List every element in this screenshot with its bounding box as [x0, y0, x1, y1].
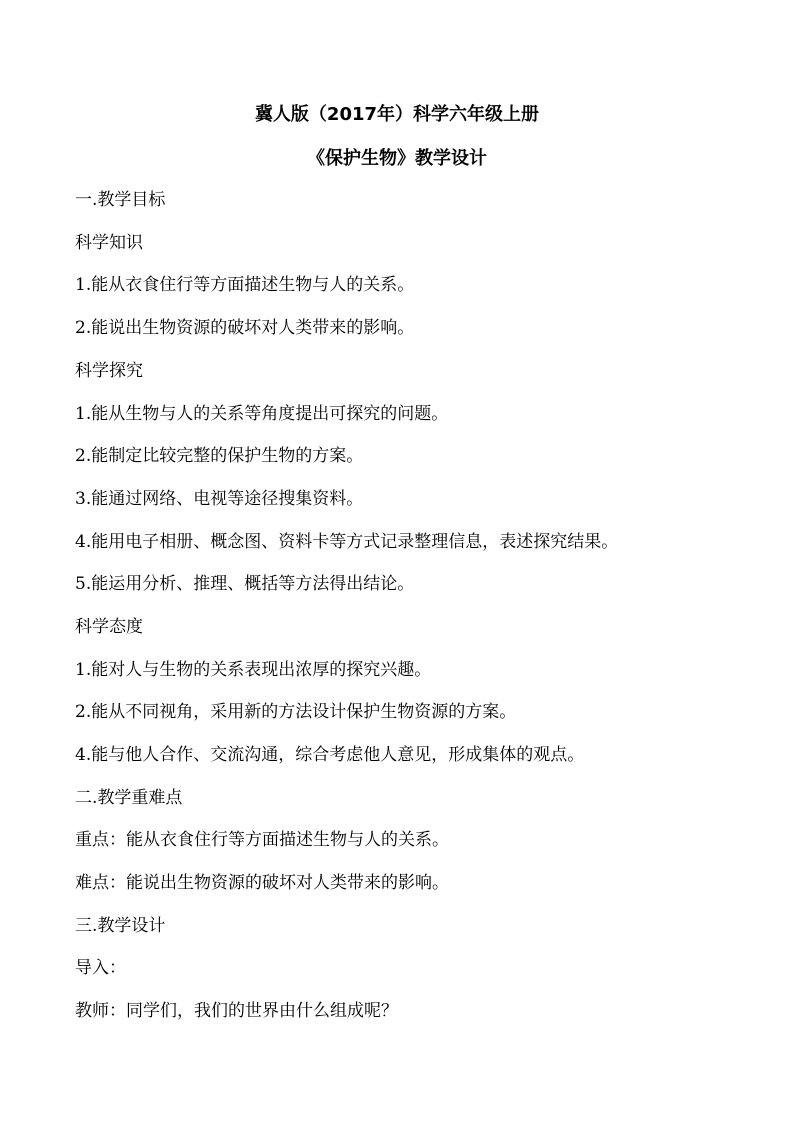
list-item: 2.能说出生物资源的破坏对人类带来的影响。	[75, 318, 415, 338]
list-item: 2.能制定比较完整的保护生物的方案。	[75, 446, 364, 466]
list-item: 1.能对人与生物的关系表现出浓厚的探究兴趣。	[75, 660, 432, 680]
list-item: 1.能从衣食住行等方面描述生物与人的关系。	[75, 275, 415, 295]
list-item: 5.能运用分析、推理、概括等方法得出结论。	[75, 574, 415, 594]
section-heading-objectives: 一.教学目标	[75, 190, 166, 210]
section-heading-design: 三.教学设计	[75, 916, 166, 936]
subheading-introduction: 导入：	[75, 958, 126, 978]
list-item: 4.能用电子相册、概念图、资料卡等方式记录整理信息，表述探究结果。	[75, 532, 619, 552]
subheading-science-knowledge: 科学知识	[75, 233, 143, 253]
list-item: 2.能从不同视角，采用新的方法设计保护生物资源的方案。	[75, 702, 517, 722]
key-point: 重点：能从衣食住行等方面描述生物与人的关系。	[75, 830, 449, 850]
list-item: 4.能与他人合作、交流沟通，综合考虑他人意见，形成集体的观点。	[75, 745, 585, 765]
subheading-science-inquiry: 科学探究	[75, 361, 143, 381]
list-item: 1.能从生物与人的关系等角度提出可探究的问题。	[75, 404, 449, 424]
difficult-point: 难点：能说出生物资源的破坏对人类带来的影响。	[75, 873, 449, 893]
document-title: 冀人版（2017年）科学六年级上册	[254, 104, 540, 125]
list-item: 3.能通过网络、电视等途径搜集资料。	[75, 489, 364, 509]
document-subtitle: 《保护生物》教学设计	[307, 148, 487, 169]
subheading-science-attitude: 科学态度	[75, 617, 143, 637]
dialogue-line: 教师：同学们，我们的世界由什么组成呢？	[75, 1001, 398, 1021]
section-heading-key-points: 二.教学重难点	[75, 788, 183, 808]
